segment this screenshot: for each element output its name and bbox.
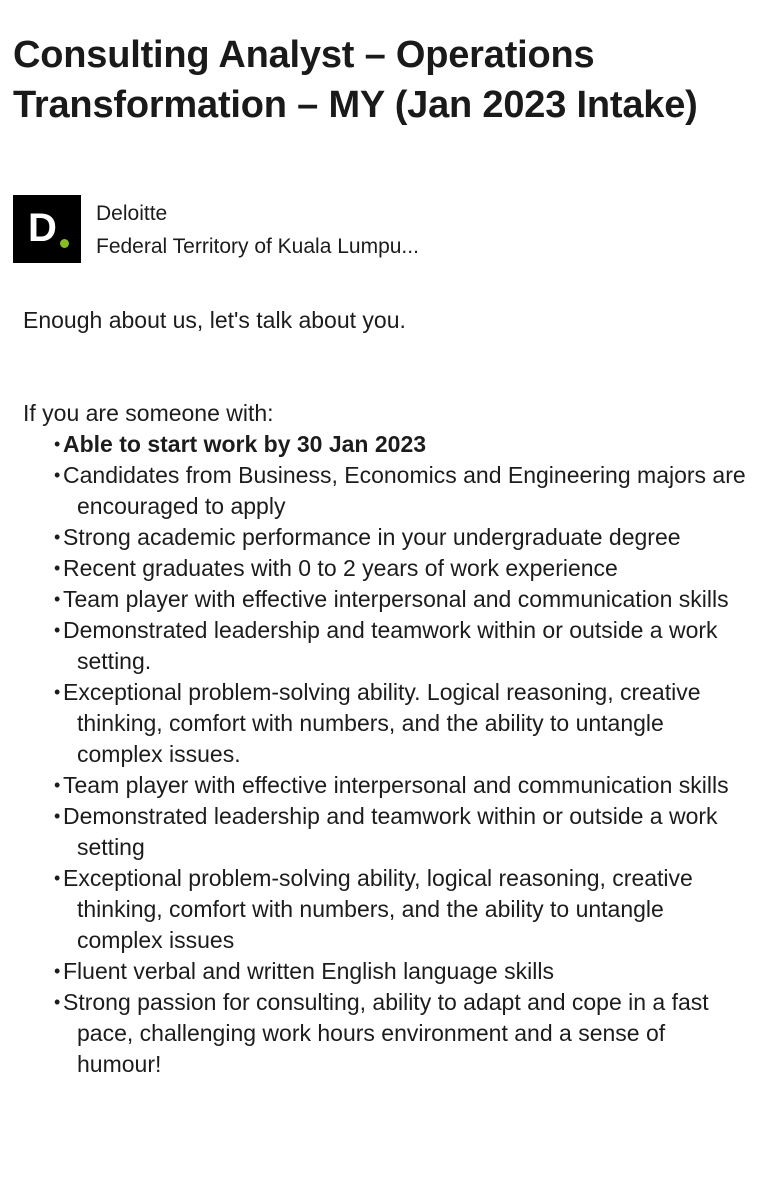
requirement-text: Strong academic performance in your undergraduate degree xyxy=(63,524,681,550)
logo-dot-icon xyxy=(60,239,69,248)
description-intro: Enough about us, let's talk about you. xyxy=(23,307,406,333)
job-description xyxy=(23,305,753,1080)
bullet-icon: • xyxy=(54,589,61,609)
bullet-icon: • xyxy=(54,558,61,578)
bullet-icon: • xyxy=(54,775,61,795)
requirement-item xyxy=(23,615,753,677)
requirement-item xyxy=(23,460,753,522)
requirement-item xyxy=(23,956,753,987)
job-title: Consulting Analyst – Operations Transformation – MY (Jan 2023 Intake) xyxy=(13,34,698,126)
requirement-item xyxy=(23,522,753,553)
requirement-item xyxy=(23,801,753,863)
bullet-icon: • xyxy=(54,434,61,454)
requirement-text: Recent graduates with 0 to 2 years of work experience xyxy=(63,555,618,581)
requirement-item xyxy=(23,863,753,956)
bullet-icon: • xyxy=(54,682,61,702)
requirement-text: Demonstrated leadership and teamwork within or outside a work setting. xyxy=(63,617,718,674)
requirement-item xyxy=(23,677,753,770)
requirement-text: Fluent verbal and written English language skills xyxy=(63,958,554,984)
requirement-text: Exceptional problem-solving ability, logical reasoning, creative thinking, comfort with numbers, and the ability to untangle complex issues xyxy=(63,865,693,953)
bullet-icon: • xyxy=(54,527,61,547)
company-row[interactable] xyxy=(13,195,753,265)
requirement-text: Exceptional problem-solving ability. Logical reasoning, creative thinking, comfort with numbers, and the ability to untangle complex issues. xyxy=(63,679,701,767)
requirement-item xyxy=(23,987,753,1080)
job-location: Federal Territory of Kuala Lumpu... xyxy=(96,235,419,258)
requirement-item xyxy=(23,553,753,584)
requirement-item xyxy=(23,584,753,615)
requirement-text: Able to start work by 30 Jan 2023 xyxy=(63,431,427,457)
logo-letter: D xyxy=(28,206,57,250)
requirement-item xyxy=(23,429,753,460)
requirement-text: Demonstrated leadership and teamwork within or outside a work setting xyxy=(63,803,718,860)
bullet-icon: • xyxy=(54,868,61,888)
requirement-text: Candidates from Business, Economics and Engineering majors are encouraged to apply xyxy=(63,462,746,519)
requirement-text: Team player with effective interpersonal and communication skills xyxy=(63,772,729,798)
bullet-icon: • xyxy=(54,620,61,640)
requirement-text: Team player with effective interpersonal and communication skills xyxy=(63,586,729,612)
bullet-icon: • xyxy=(54,961,61,981)
bullet-icon: • xyxy=(54,992,61,1012)
requirements-list xyxy=(23,429,753,1080)
company-name[interactable]: Deloitte xyxy=(96,202,168,225)
requirement-item xyxy=(23,770,753,801)
bullet-icon: • xyxy=(54,465,61,485)
requirement-text: Strong passion for consulting, ability to adapt and cope in a fast pace, challenging work hours environment and a sense of humour! xyxy=(63,989,709,1077)
paragraph-spacer xyxy=(23,336,753,398)
company-logo[interactable] xyxy=(13,195,81,263)
requirements-lead: If you are someone with: xyxy=(23,400,274,426)
bullet-icon: • xyxy=(54,806,61,826)
